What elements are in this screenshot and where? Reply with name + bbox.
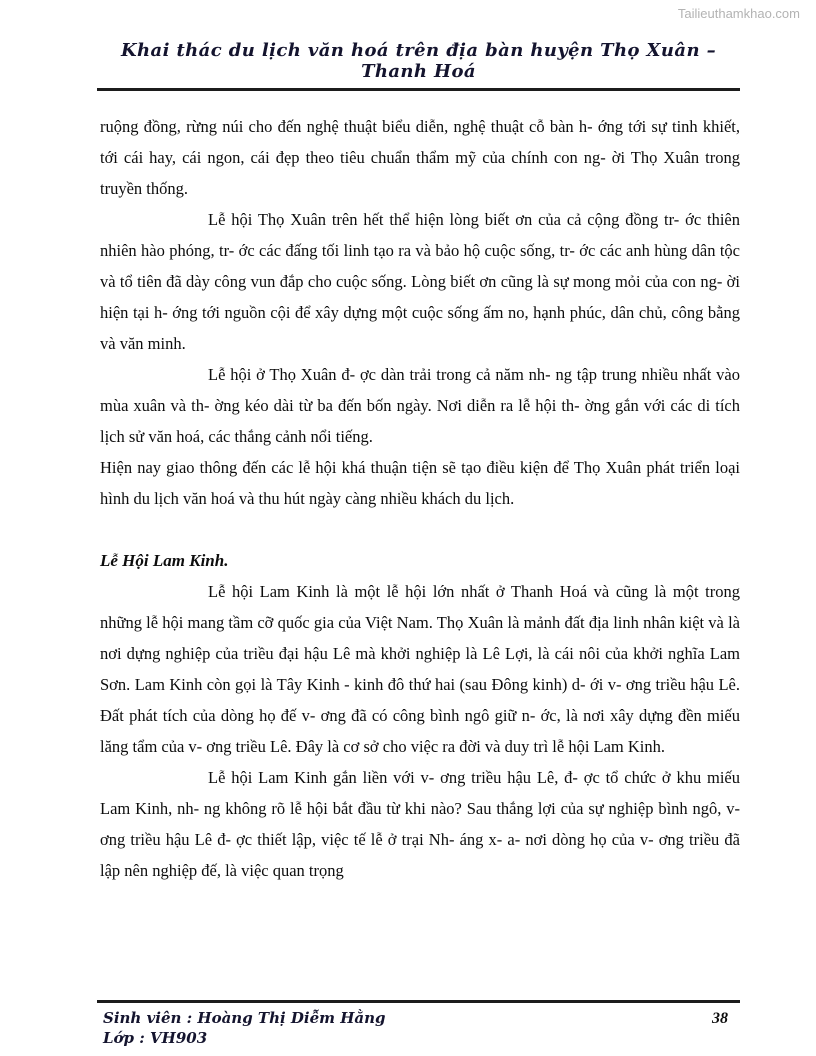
footer-student-name: Sinh viên : Hoàng Thị Diễm Hằng	[103, 1009, 386, 1027]
paragraph: Lễ hội Lam Kinh là một lễ hội lớn nhất ở Thanh Hoá và cũng là một trong những lễ hội mang tầm cỡ quốc gia của Việt Nam. Thọ Xuân là mảnh đất địa linh nhân kiệt và là nơi dựng nghiệp của triều đại hậu Lê mà khởi nghiệp là Lê Lợi, là cái nôi của khởi nghĩa Lam Sơn. Lam Kinh còn gọi là Tây Kinh - kinh đô thứ hai (sau Đông kinh) d- ới v- ơng triều hậu Lê. Đất phát tích của dòng họ đế v- ơng đã có công bình ngô giữ n- ớc, là nơi xây dựng đền miếu lăng tẩm của v- ơng triều Lê. Đây là cơ sở cho việc ra đời và duy trì lễ hội Lam Kinh.	[100, 582, 740, 756]
paragraph: Hiện nay giao thông đến các lễ hội khá thuận tiện sẽ tạo điều kiện để Thọ Xuân phát triển loại hình du lịch văn hoá và thu hút ngày càng nhiều khách du lịch.	[100, 458, 740, 508]
paragraph: Lễ hội ở Thọ Xuân đ- ợc dàn trải trong cả năm nh- ng tập trung nhiều nhất vào mùa xuân và th- ờng kéo dài từ ba đến bốn ngày. Nơi diễn ra lễ hội th- ờng gắn với các di tích lịch sử văn hoá, các thắng cảnh nổi tiếng.	[100, 365, 740, 446]
page-header	[0, 40, 816, 91]
paragraph: ruộng đồng, rừng núi cho đến nghệ thuật biểu diễn, nghệ thuật cỗ bàn h- ớng tới sự tinh khiết, tới cái hay, cái ngon, cái đẹp theo tiêu chuẩn thẩm mỹ của chính con ng- ời Thọ Xuân trong truyền thống.	[100, 117, 740, 198]
paragraph: Lễ hội Thọ Xuân trên hết thể hiện lòng biết ơn của cả cộng đồng tr- ớc thiên nhiên hào phóng, tr- ớc các đấng tối linh tạo ra và bảo hộ cuộc sống, tr- ớc các anh hùng dân tộc và tổ tiên đã dày công vun đắp cho cuộc sống. Lòng biết ơn cũng là sự mong mỏi của con ng- ời hiện tại h- ớng tới nguồn cội để xây dựng một cuộc sống ấm no, hạnh phúc, dân chủ, công bằng và văn minh.	[100, 210, 740, 353]
header-rule	[97, 88, 740, 91]
section-heading: Lễ Hội Lam Kinh.	[100, 551, 229, 570]
footer-rule	[97, 1000, 740, 1003]
header-title: Khai thác du lịch văn hoá trên địa bàn huyện Thọ Xuân – Thanh Hoá	[120, 40, 717, 82]
footer-class: Lớp : VH903	[103, 1029, 208, 1047]
paragraph: Lễ hội Lam Kinh gắn liền với v- ơng triều hậu Lê, đ- ợc tổ chức ở khu miếu Lam Kinh, nh- ng không rõ lễ hội bắt đầu từ khi nào? Sau thắng lợi của sự nghiệp bình ngô, v- ơng triều hậu Lê đ- ợc thiết lập, việc tế lễ ở trại Nh- áng x- a- nơi dòng họ của v- ơng triều đã lập nên nghiệp đế, là việc quan trọng	[100, 768, 740, 880]
page-number: 38	[712, 1010, 728, 1027]
document-body	[100, 111, 740, 886]
page-footer	[97, 1000, 740, 1048]
footer-signature	[103, 1008, 386, 1048]
watermark-text: Tailieuthamkhao.com	[677, 6, 800, 21]
